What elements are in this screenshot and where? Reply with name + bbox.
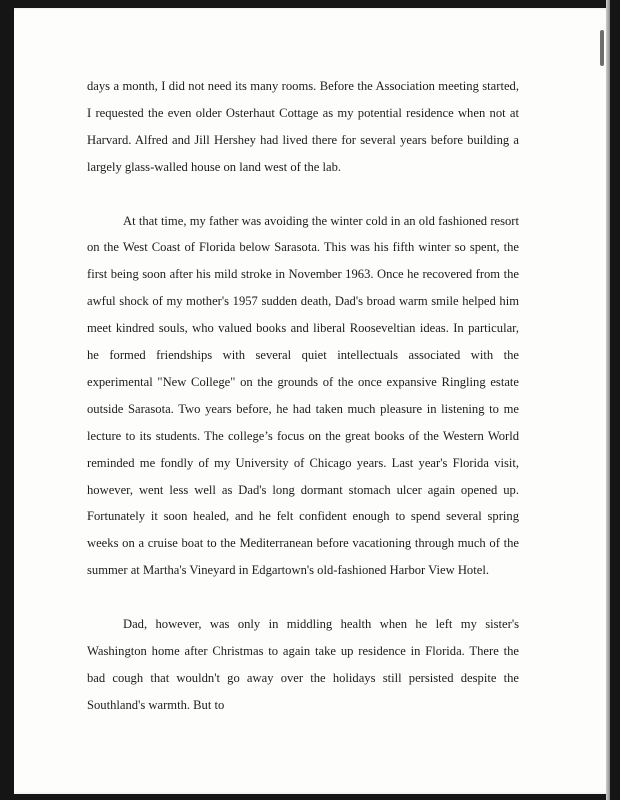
document-body	[87, 73, 519, 746]
paragraph-2: At that time, my father was avoiding the winter cold in an old fashioned resort on the West Coast of Florida below Sarasota. This was his fifth winter so spent, the first being soon after his mild stroke in November 1963. Once he recovered from the awful shock of my mother's 1957 sudden death, Dad's broad warm smile helped him meet kindred souls, who valued books and liberal Rooseveltian ideas. In particular, he formed friendships with several quiet intellectuals associated with the experimental "New College" on the grounds of the once expansive Ringling estate outside Sarasota. Two years before, he had taken much pleasure in listening to me lecture to its students. The college’s focus on the great books of the Western World reminded me fondly of my University of Chicago years. Last year's Florida visit, however, went less well as Dad's long dormant stomach ulcer again opened up. Fortunately it soon healed, and he felt confident enough to spend several spring weeks on a cruise boat to the Mediterranean before vacationing through much of the summer at Martha's Vineyard in Edgartown's old-fashioned Harbor View Hotel.	[87, 213, 519, 578]
page-stack-edge	[606, 0, 610, 800]
paragraph-1: days a month, I did not need its many rooms. Before the Association meeting started, I requested the even older Osterhaut Cottage as my potential residence when not at Harvard. Alfred and Jill Hershey had lived there for several years before building a largely glass-walled house on land west of the lab.	[87, 79, 519, 174]
paragraph-3: Dad, however, was only in middling health when he left my sister's Washington home after Christmas to again take up residence in Florida. There the bad cough that wouldn't go away over the holidays still persisted despite the Southland's warmth. But to	[87, 617, 519, 712]
staple-mark	[600, 30, 604, 66]
